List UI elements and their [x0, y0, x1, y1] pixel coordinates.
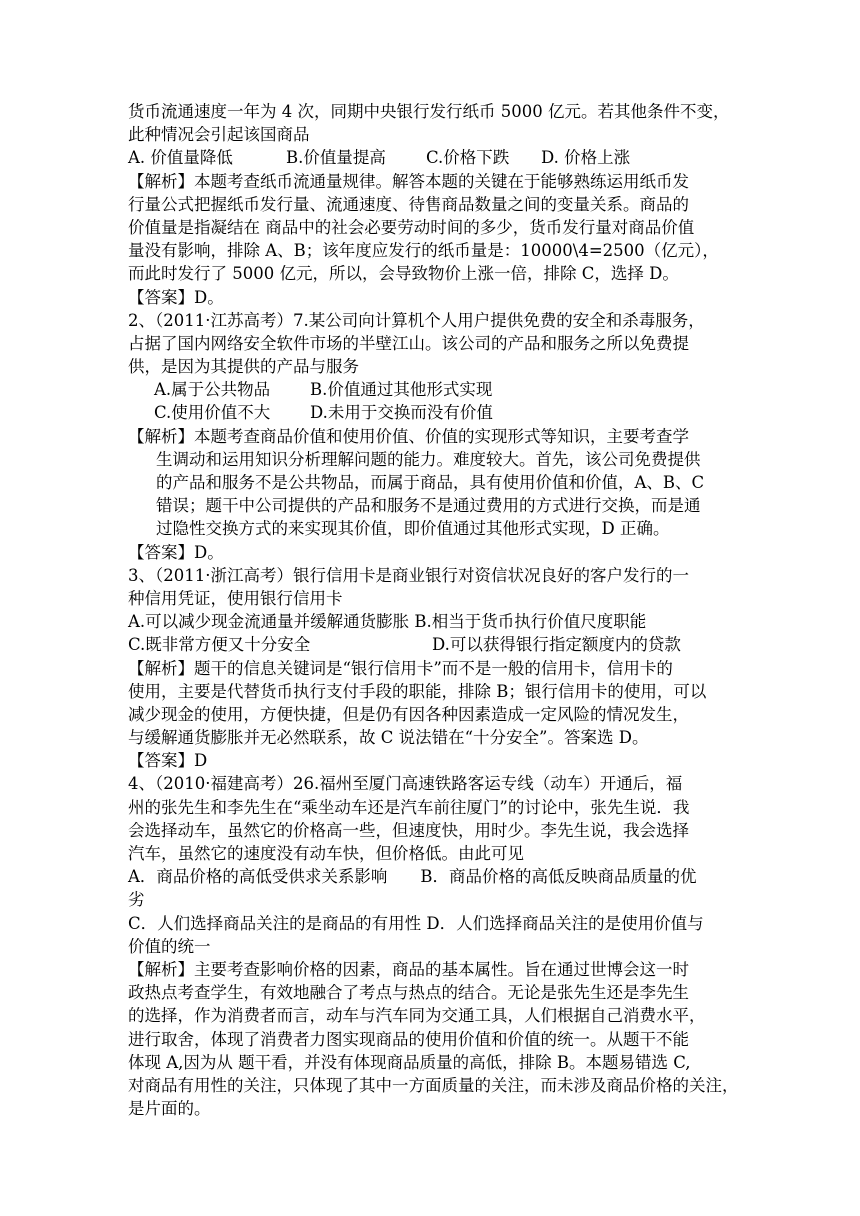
analysis-line: 使用，主要是代替货币执行支付手段的职能，排除 B；银行信用卡的使用，可以 — [128, 681, 707, 701]
analysis-line: 体现 A,因为从 题干看，并没有体现商品质量的高低，排除 B。本题易错选 C, — [128, 1052, 691, 1072]
analysis-line: 的选择，作为消费者而言，动车与汽车同为交通工具，人们根据自己消费水平， — [128, 1006, 706, 1026]
option-b: B.价值通过其他形式实现 — [310, 380, 493, 400]
question-stem-line: 2、（2011·江苏高考）7.某公司向计算机个人用户提供免费的安全和杀毒服务， — [128, 310, 705, 330]
q3-options-row — [128, 610, 738, 633]
analysis-line: 【解析】主要考查影响价格的因素，商品的基本属性。旨在通过世博会这一时 — [128, 959, 689, 979]
analysis-line: 的产品和服务不是公共物品，而属于商品，具有使用价值和价值，A、B、C — [156, 473, 705, 492]
paragraph-line: 此种情况会引起该国商品 — [128, 125, 310, 145]
analysis-line: 行量公式把握纸币发行量、流通速度、待售商品数量之间的变量关系。商品的 — [128, 194, 689, 214]
question-stem-line: 3、（2011·浙江高考）银行信用卡是商业银行对资信状况良好的客户发行的一 — [128, 565, 689, 585]
option-a: A. 价值量降低 — [128, 148, 233, 168]
option-c: C.使用价值不大 — [154, 403, 271, 423]
option-b: B.价值量提高 — [286, 148, 386, 168]
analysis-line: 与缓解通货膨胀并无必然联系，故 C 说法错在“十分安全”。答案选 D。 — [128, 728, 649, 748]
answer-line: 【答案】D。 — [128, 287, 224, 307]
question-stem-line: 汽车，虽然它的速度没有动车快，但价格低。由此可见 — [128, 844, 524, 863]
option-a: A.属于公共物品 — [154, 380, 271, 400]
analysis-line: 错误；题干中公司提供的产品和服务不是通过费用的方式进行交换，而是通 — [156, 496, 701, 516]
analysis-line: 减少现金的使用，方便快捷，但是仍有因各种因素造成一定风险的情况发生， — [128, 704, 689, 724]
analysis-line: 对商品有用性的关注，只体现了其中一方面质量的关注，而未涉及商品价格的关注， — [128, 1075, 739, 1095]
option-line: A．商品价格的高低受供求关系影响 B．商品价格的高低反映商品质量的优 — [128, 867, 697, 887]
analysis-line: 政热点考查学生，有效地融合了考点与热点的结合。无论是张先生还是李先生 — [128, 983, 689, 1003]
option-line: 劣 — [128, 890, 145, 910]
question-stem-line: 4、（2010·福建高考）26.福州至厦门高速铁路客运专线（动车）开通后，福 — [128, 774, 683, 794]
q2-options-row — [128, 378, 738, 401]
option-line: 价值的统一 — [128, 936, 211, 956]
q1-options — [128, 146, 738, 169]
question-stem-line: 种信用凭证，使用银行信用卡 — [128, 588, 343, 608]
option-b: B.相当于货币执行价值尺度职能 — [414, 612, 647, 632]
analysis-line: 进行取舍，体现了消费者力图实现商品的使用价值和价值的统一。从题干不能 — [128, 1029, 689, 1049]
question-stem-line: 供，是因为其提供的产品与服务 — [128, 357, 359, 377]
question-stem-line: 占据了国内网络安全软件市场的半壁江山。该公司的产品和服务之所以免费提 — [128, 333, 689, 353]
analysis-line: 是片面的。 — [128, 1099, 211, 1119]
option-d: D. 价格上涨 — [541, 148, 631, 168]
analysis-line: 价值量是指凝结在 商品中的社会必要劳动时间的多少，货币发行量对商品价值 — [128, 217, 695, 237]
option-d: D.未用于交换而没有价值 — [310, 403, 493, 423]
analysis-line: 【解析】题干的信息关键词是“银行信用卡”而不是一般的信用卡，信用卡的 — [128, 658, 673, 678]
option-c: C.既非常方便又十分安全 — [128, 635, 311, 655]
q3-options-row — [128, 633, 738, 656]
question-stem-line: 会选择动车，虽然它的价格高一些，但速度快，用时少。李先生说，我会选择 — [128, 820, 689, 840]
answer-line: 【答案】D。 — [128, 542, 224, 562]
question-stem-line: 州的张先生和李先生在“乘坐动车还是汽车前往厦门”的讨论中，张先生说．我 — [128, 797, 690, 817]
analysis-line: 过隐性交换方式的来实现其价值，即价值通过其他形式实现，D 正确。 — [156, 519, 670, 539]
analysis-line: 量没有影响，排除 A、B；该年度应发行的纸币量是：10000\4=2500（亿元）， — [128, 241, 719, 261]
paragraph-line: 货币流通速度一年为 4 次，同期中央银行发行纸币 5000 亿元。若其他条件不变， — [128, 102, 730, 121]
option-a: A.可以减少现金流通量并缓解通货膨胀 — [128, 612, 410, 632]
analysis-line: 【解析】本题考查纸币流通量规律。解答本题的关键在于能够熟练运用纸币发 — [128, 171, 689, 191]
option-d: D.可以获得银行指定额度内的贷款 — [432, 635, 681, 655]
answer-line: 【答案】D — [128, 751, 208, 771]
analysis-line: 而此时发行了 5000 亿元，所以，会导致物价上涨一倍，排除 C，选择 D。 — [128, 264, 679, 284]
option-line: C．人们选择商品关注的是商品的有用性 D．人们选择商品关注的是使用价值与 — [128, 913, 704, 933]
q2-options-row — [128, 401, 738, 424]
document-body — [128, 100, 738, 1120]
analysis-line: 【解析】本题考查商品价值和使用价值、价值的实现形式等知识，主要考查学 — [128, 426, 689, 446]
option-c: C.价格下跌 — [426, 148, 510, 168]
analysis-line: 生调动和运用知识分析理解问题的能力。难度较大。首先，该公司免费提供 — [156, 449, 701, 469]
